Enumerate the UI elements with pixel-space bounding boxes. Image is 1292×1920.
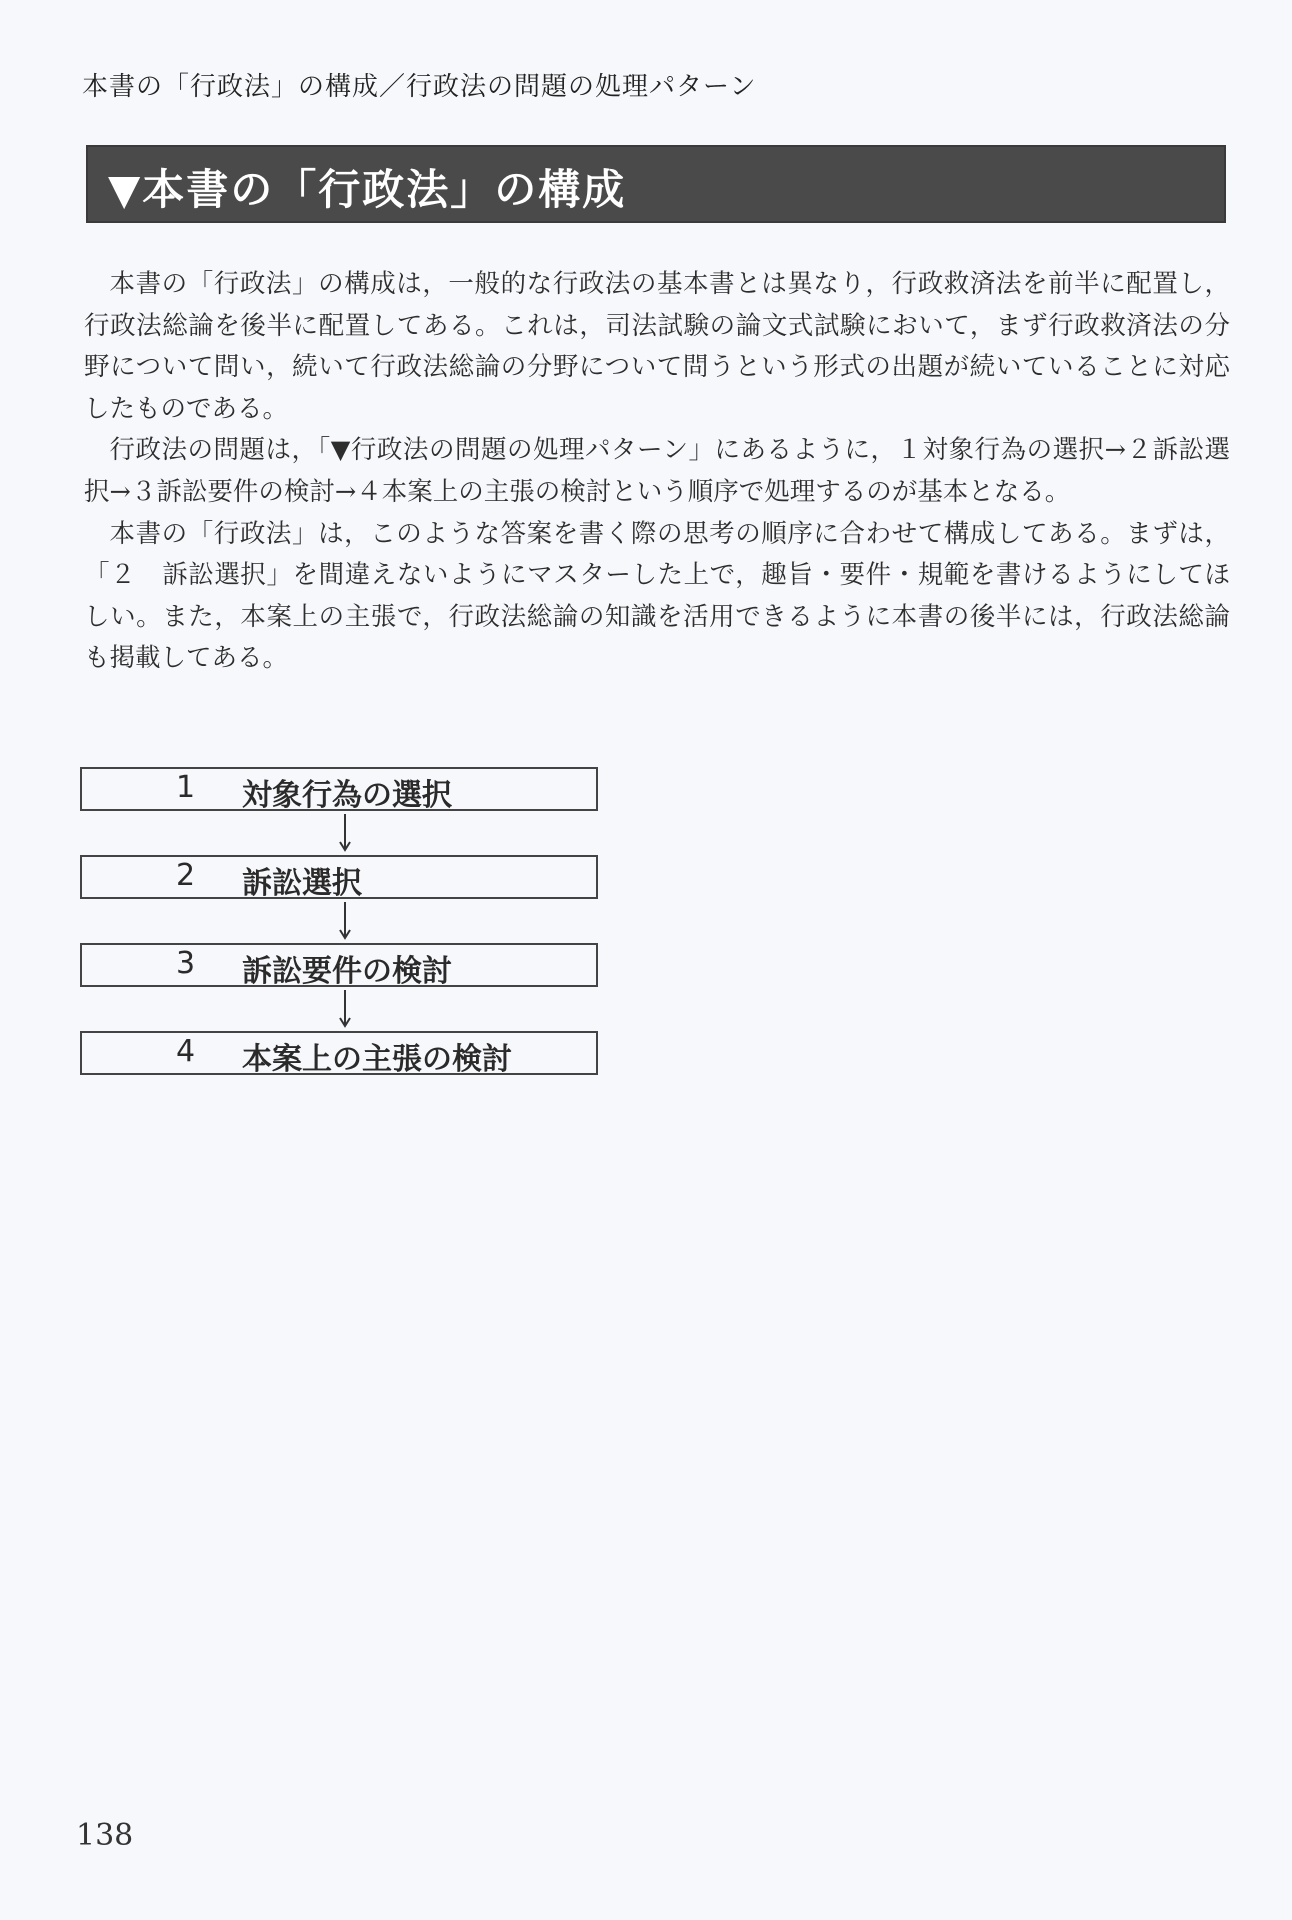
flow-step-number: 3: [176, 946, 196, 981]
flow-step-label: 訴訟選択: [242, 866, 362, 901]
flow-step-4: [80, 1031, 598, 1075]
page-number: 138: [76, 1818, 134, 1853]
section-title: ▼本書の「行政法」の構成: [108, 165, 627, 214]
paragraph-1: 本書の「行政法」の構成は，一般的な行政法の基本書とは異なり，行政救済法を前半に配置し，行政法総論を後半に配置してある。これは，司法試験の論文式試験において，まず行政救済法の分野について問い，続いて行政法総論の分野について問うという形式の出題が続いていることに対応したものである。: [84, 269, 1230, 424]
flow-step-number: 1: [176, 770, 196, 805]
flow-step-number: 2: [176, 858, 196, 893]
down-arrow-icon: [80, 987, 598, 1031]
flow-step-1: [80, 767, 598, 811]
paragraph-3: 本書の「行政法」は，このような答案を書く際の思考の順序に合わせて構成してある。まずは，「２ 訴訟選択」を間違えないようにマスターした上で，趣旨・要件・規範を書けるようにしてほしい。また，本案上の主張で，行政法総論の知識を活用できるように本書の後半には，行政法総論も掲載してある。: [84, 518, 1230, 674]
flow-step-label: 対象行為の選択: [242, 778, 452, 813]
flow-step-label: 本案上の主張の検討: [242, 1042, 512, 1077]
processing-flow-diagram: [80, 767, 600, 1075]
flow-step-number: 4: [176, 1034, 196, 1069]
flow-step-2: [80, 855, 598, 899]
flow-step-3: [80, 943, 598, 987]
section-title-bar: [86, 145, 1226, 223]
paragraph-2: 行政法の問題は，「▼行政法の問題の処理パターン」にあるように，１対象行為の選択→２訴訟選択→３訴訟要件の検討→４本案上の主張の検討という順序で処理するのが基本となる。: [84, 435, 1230, 507]
down-arrow-icon: [80, 899, 598, 943]
down-arrow-icon: [80, 811, 598, 855]
running-header: 本書の「行政法」の構成／行政法の問題の処理パターン: [82, 72, 757, 102]
flow-step-label: 訴訟要件の検討: [242, 954, 452, 989]
body-text: [84, 264, 1230, 680]
